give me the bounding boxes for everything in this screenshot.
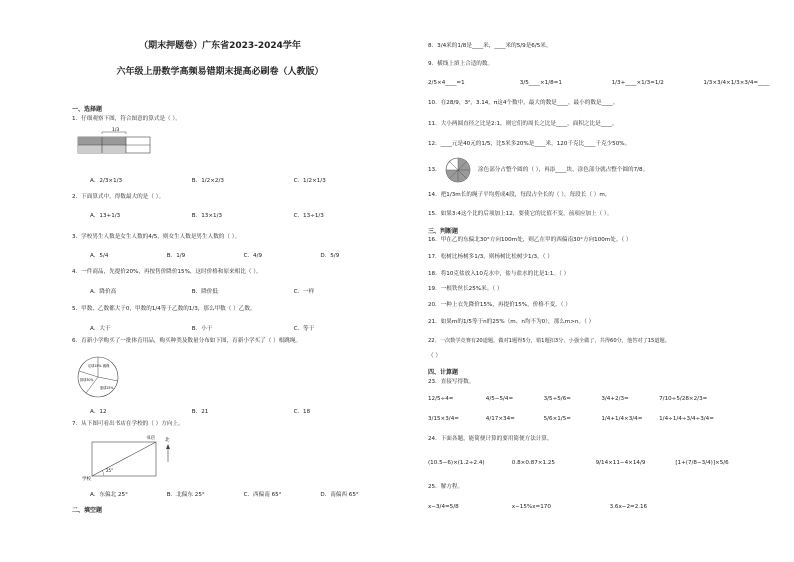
question-3: 3．学校男生人数是女生人数的4/5，则女生人数是男生人数的（ ）。 [72,234,241,240]
q7-option-c[interactable]: C．西偏南 65° [243,492,282,498]
q5-options [90,324,314,332]
q7-angle-label: 25° [106,468,114,473]
q4-option-c[interactable]: C．一样 [293,289,315,295]
exam-title-line1: （期末押题卷）广东省2023-2024学年 [139,41,301,51]
question-8: 8．3/4米的1/8是____米，____米的5/9是6/5米。 [428,43,552,49]
q1-options [90,176,326,184]
q7-option-a[interactable]: A．东偏北 25° [90,492,128,498]
q6-pie-chart [76,355,122,401]
q23-item[interactable]: 3/15×3/4= [428,416,459,422]
q24-item[interactable]: 9/14×11−4×14/9 [595,460,646,466]
q1-option-b[interactable]: B．1/2×2/3 [191,178,224,184]
q1-figure-label: 1/3 [112,128,120,133]
question-6: 6．育新小学购买了一批体育用品，购买种类及数量分布如下图，育新小学买了（ ）根跳绳。 [72,338,302,344]
pie-slice-volleyball: 排球30% [80,378,94,382]
q6-options [90,407,310,415]
q9-item-2[interactable]: 3/5____×1/8=1 [519,80,562,86]
q24-item[interactable]: [1+(7/8−3/4)]×5/6 [675,460,729,466]
q5-option-a[interactable]: A．大于 [90,326,111,332]
q2-option-a[interactable]: A．13+1/3 [90,213,121,219]
question-10: 10．在28/9，3²，3.14，π这4个数中，最大的数是____，最小的数是____。 [428,100,619,106]
q23-item[interactable]: 7/10÷5/28×2/3= [659,396,708,402]
q24-items [428,460,729,466]
q23-item[interactable]: 4/5−5/4= [485,396,514,402]
q25-item[interactable]: 3.6x−2=2.16 [609,504,648,510]
q7-direction-figure [82,432,192,482]
q6-option-a[interactable]: A．12 [90,409,107,415]
question-7: 7．从下图可看出书店在学校的（ ）方向上。 [72,421,184,427]
question-18: 18．将10克盐放入10克水中，盐与盐水的比是1:1。（ ） [428,271,570,277]
q24-item[interactable]: 0.8×0.87×1.25 [511,460,555,466]
question-21: 21．如果m的1/5等于n的25%（m、n均不为0），那么m>n。（ ） [428,319,595,325]
question-20: 20．一种上衣先降价15%，再提价15%，价格不变。（ ） [428,302,571,308]
question-15: 15．如果3:4这个比的后项加上12，要使它的比值不变，前项应加上（ ）。 [428,211,613,217]
pie-slice-rope: 跳绳 [103,364,110,368]
q23-row-2 [428,416,714,422]
q3-option-c[interactable]: C．4/9 [243,253,263,259]
q1-figure [76,127,156,159]
q23-item[interactable]: 3/4+2/3= [601,396,629,402]
section-fill-heading: 二、填空题 [72,507,103,514]
question-16: 16．甲在乙的东偏北30°方向100m处，则乙在甲的西偏南30°方向100m处。（ ） [428,237,632,243]
q3-option-a[interactable]: A．5/4 [90,253,109,259]
q25-items [428,504,647,510]
question-22: 22．一次数学竞赛有20道题，做对1题得5分，错1题扣3分，小强全做了，共得60分，他答对了15道题。 [428,338,670,344]
q9-item-4[interactable]: 1/3×3/4×1/3×3/4=____ [703,80,770,86]
q7-bookstore-label: 书店 [146,436,155,441]
q9-item-1[interactable]: 2/5×4____=1 [428,80,465,86]
q23-item[interactable]: 12/5÷4= [428,396,454,402]
q3-options [90,251,339,259]
pie-slice-football: 足球15% [88,364,102,368]
question-17: 17．松树比杨树多1/3，则杨树比松树少1/3。（ ） [428,254,553,260]
q23-item[interactable]: 1/4+1/4×3/4= [601,416,643,422]
question-11: 11．大小两圆直径之比是2:1，则它们的周长之比是____，面积之比是____。 [428,121,618,127]
q7-option-d[interactable]: D．南偏西 65° [320,492,359,498]
q5-option-c[interactable]: C．等于 [293,326,315,332]
section-judge-heading: 三、判断题 [428,228,459,235]
question-22-answer: （ ） [428,353,441,359]
pie-slice-basketball: 篮球25% [100,386,114,390]
q23-item[interactable]: 4/17×34= [485,416,515,422]
q3-option-b[interactable]: B．1/9 [166,253,186,259]
q7-option-b[interactable]: B．北偏东 25° [166,492,205,498]
q23-row-1 [428,396,707,402]
question-4: 4．一件商品，先提价20%，再按售价降价15%，这时价格和原来相比（ ）。 [72,269,262,275]
q25-item[interactable]: x−15%x=170 [511,504,551,510]
q9-items [428,80,769,86]
question-12: 12．____元是40元的1/5，比5米多20%是____米，120千克比____千克少50%。 [428,141,631,147]
question-25: 25．解方程。 [428,484,464,490]
q23-item[interactable]: 1/4÷1/4÷3/4÷3/4= [659,416,714,422]
section-calc-heading: 四、计算题 [428,369,459,376]
q4-options [90,287,314,295]
q7-options [90,490,359,498]
q3-option-d[interactable]: D．5/9 [320,253,340,259]
section-choice-heading: 一、选择题 [72,106,103,113]
q9-item-3[interactable]: 1/3+____×1/3=1/2 [611,80,664,86]
q2-option-b[interactable]: B．13×1/3 [191,213,223,219]
question-19: 19．一根铁丝长25%米。（ ） [428,286,503,292]
q23-item[interactable]: 3/5÷5/6= [543,396,571,402]
q25-item[interactable]: x−3/4=5/8 [428,504,459,510]
q5-option-b[interactable]: B．小于 [191,326,213,332]
q23-item[interactable]: 5/6×1/5= [543,416,571,422]
question-24: 24．下面各题，能简便计算的要用简便方法计算。 [428,436,553,442]
q2-options [90,211,324,219]
question-14: 14．把1/3m长的绳子平均剪成4段，每段占全长的（ ），每段长（ ）m。 [428,192,611,198]
question-9: 9．横线上填上合适的数。 [428,61,494,67]
question-13-number: 13． [428,167,441,173]
q4-option-b[interactable]: B．降价低 [191,289,218,295]
question-1: 1．仔细观察下图，符合图意的算式是（ ）。 [72,116,181,122]
q13-circle-figure [444,156,472,184]
q7-school-label: 学校 [82,477,91,482]
question-5: 5．甲数、乙数都大于0，甲数的1/4等于乙数的1/3，那么甲数（ ）乙数。 [72,306,256,312]
q7-north-label: 北 [165,438,170,443]
question-2: 2．下面算式中，得数最大的是（ ）。 [72,194,165,200]
q2-option-c[interactable]: C．13÷1/3 [293,213,324,219]
q1-option-c[interactable]: C．1/2×1/3 [293,178,326,184]
q6-option-c[interactable]: C．18 [293,409,311,415]
q1-option-a[interactable]: A．2/3×1/3 [90,178,123,184]
q24-item[interactable]: (10.5−6)×(1.2÷2.4) [428,460,485,466]
question-23: 23．直接写得数。 [428,379,475,385]
exam-title-line2: 六年级上册数学高频易错期末提高必刷卷（人教版） [116,67,324,77]
q6-option-b[interactable]: B．21 [191,409,209,415]
q4-option-a[interactable]: A．降价高 [90,289,117,295]
question-13: 涂色部分占整个圆的（ ），再添____块，涂色部分就占整个圆的7/8。 [478,167,649,173]
